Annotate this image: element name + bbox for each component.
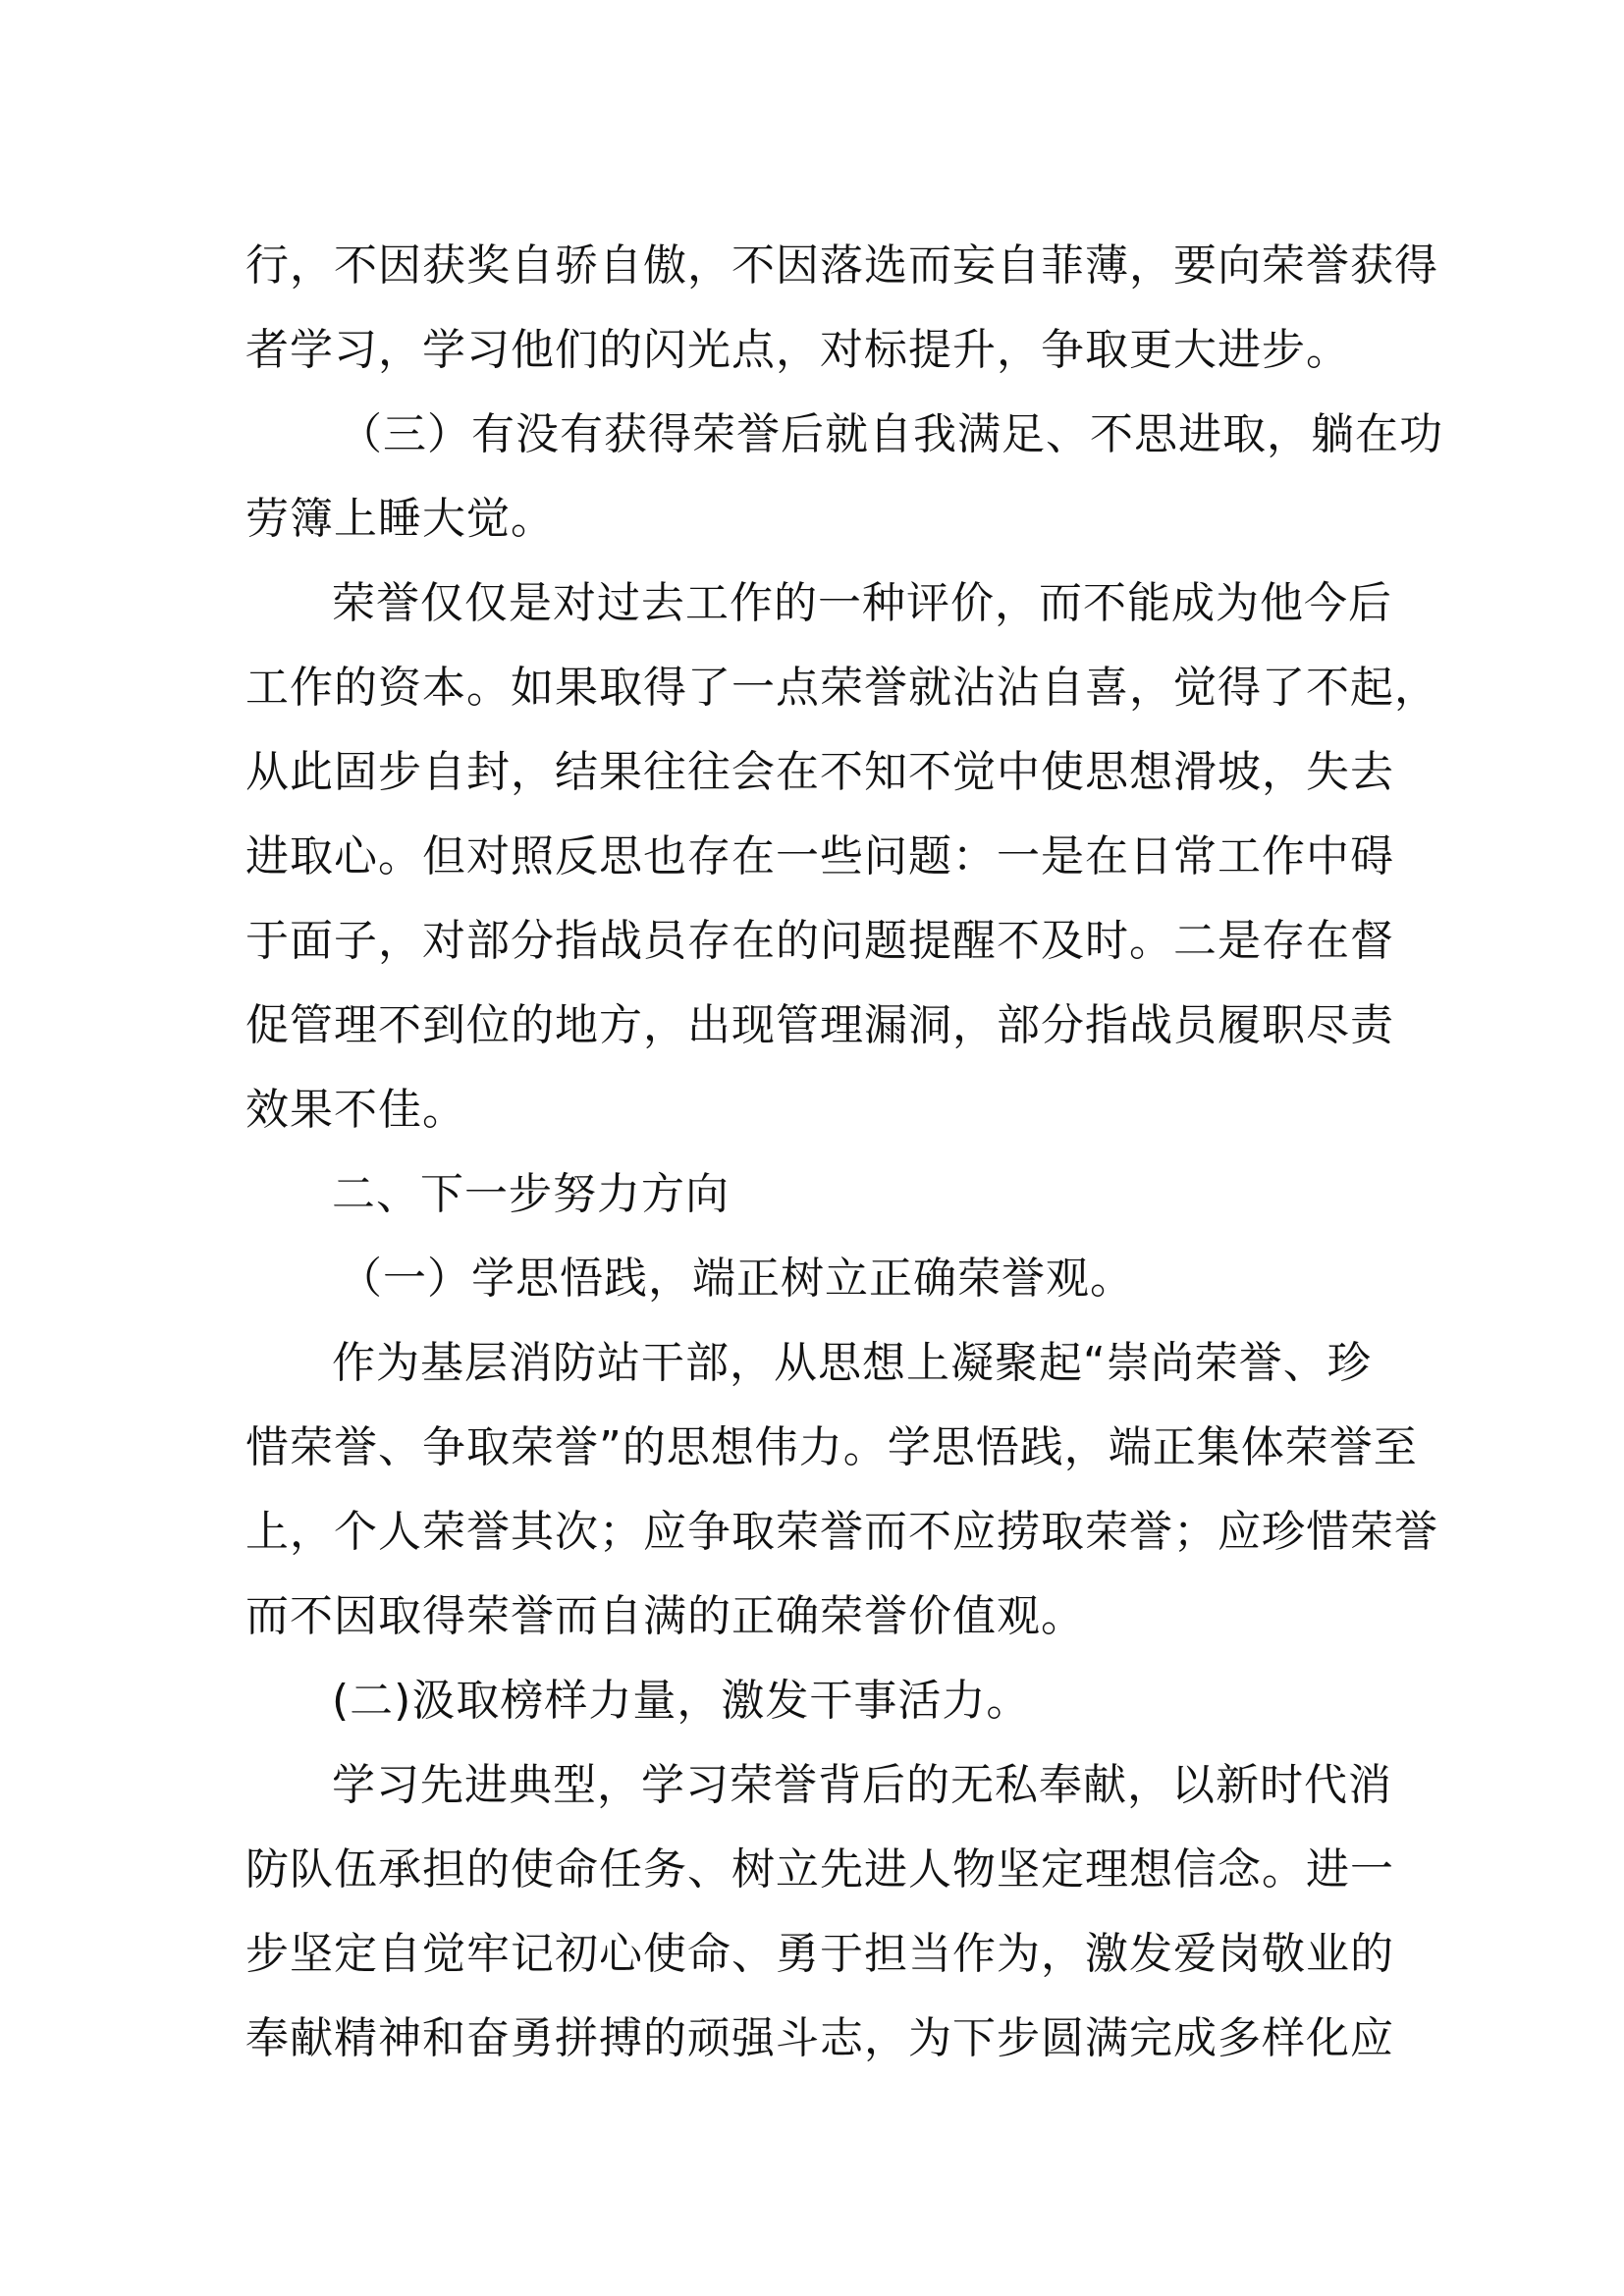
paragraph-line: 效果不佳。 bbox=[245, 1085, 466, 1135]
paragraph-line: 而不因取得荣誉而自满的正确荣誉价值观。 bbox=[245, 1591, 1085, 1641]
document-page bbox=[245, 224, 1443, 2081]
paragraph-line: 奉献精神和奋勇拼搏的顽强斗志，为下步圆满完成多样化应 bbox=[245, 2013, 1394, 2063]
subsection-heading-3: （三）有没有获得荣誉后就自我满足、不思进取，躺在功 bbox=[339, 409, 1443, 459]
section-heading-2: 二、下一步努力方向 bbox=[332, 1169, 730, 1219]
paragraph-line: 工作的资本。如果取得了一点荣誉就沾沾自喜，觉得了不起， bbox=[245, 663, 1438, 713]
paragraph-line: 者学习，学习他们的闪光点，对标提升，争取更大进步。 bbox=[245, 325, 1350, 375]
paragraph-line: 惜荣誉、争取荣誉”的思想伟力。学思悟践，端正集体荣誉至 bbox=[245, 1422, 1418, 1472]
paragraph-line: 荣誉仅仅是对过去工作的一种评价，而不能成为他今后 bbox=[332, 578, 1392, 628]
paragraph-line: 从此固步自封，结果往往会在不知不觉中使思想滑坡，失去 bbox=[245, 747, 1394, 797]
subsection-heading-2: (二)汲取榜样力量，激发干事活力。 bbox=[332, 1676, 1031, 1726]
paragraph-line: 学习先进典型，学习荣誉背后的无私奉献，以新时代消 bbox=[332, 1760, 1392, 1810]
paragraph-line: 作为基层消防站干部，从思想上凝聚起“崇尚荣誉、珍 bbox=[332, 1338, 1372, 1388]
paragraph-line: 防队伍承担的使命任务、树立先进人物坚定理想信念。进一 bbox=[245, 1844, 1394, 1895]
paragraph-line: 劳簿上睡大觉。 bbox=[245, 494, 555, 544]
subsection-heading-1: （一）学思悟践，端正树立正确荣誉观。 bbox=[339, 1254, 1134, 1304]
paragraph-line: 上，个人荣誉其次；应争取荣誉而不应捞取荣誉；应珍惜荣誉 bbox=[245, 1507, 1438, 1557]
paragraph-line: 进取心。但对照反思也存在一些问题：一是在日常工作中碍 bbox=[245, 831, 1394, 881]
paragraph-line: 于面子，对部分指战员存在的问题提醒不及时。二是存在督 bbox=[245, 916, 1394, 966]
paragraph-line: 行，不因获奖自骄自傲，不因落选而妄自菲薄，要向荣誉获得 bbox=[245, 240, 1438, 291]
paragraph-line: 步坚定自觉牢记初心使命、勇于担当作为，激发爱岗敬业的 bbox=[245, 1929, 1394, 1979]
paragraph-line: 促管理不到位的地方，出现管理漏洞，部分指战员履职尽责 bbox=[245, 1000, 1394, 1050]
